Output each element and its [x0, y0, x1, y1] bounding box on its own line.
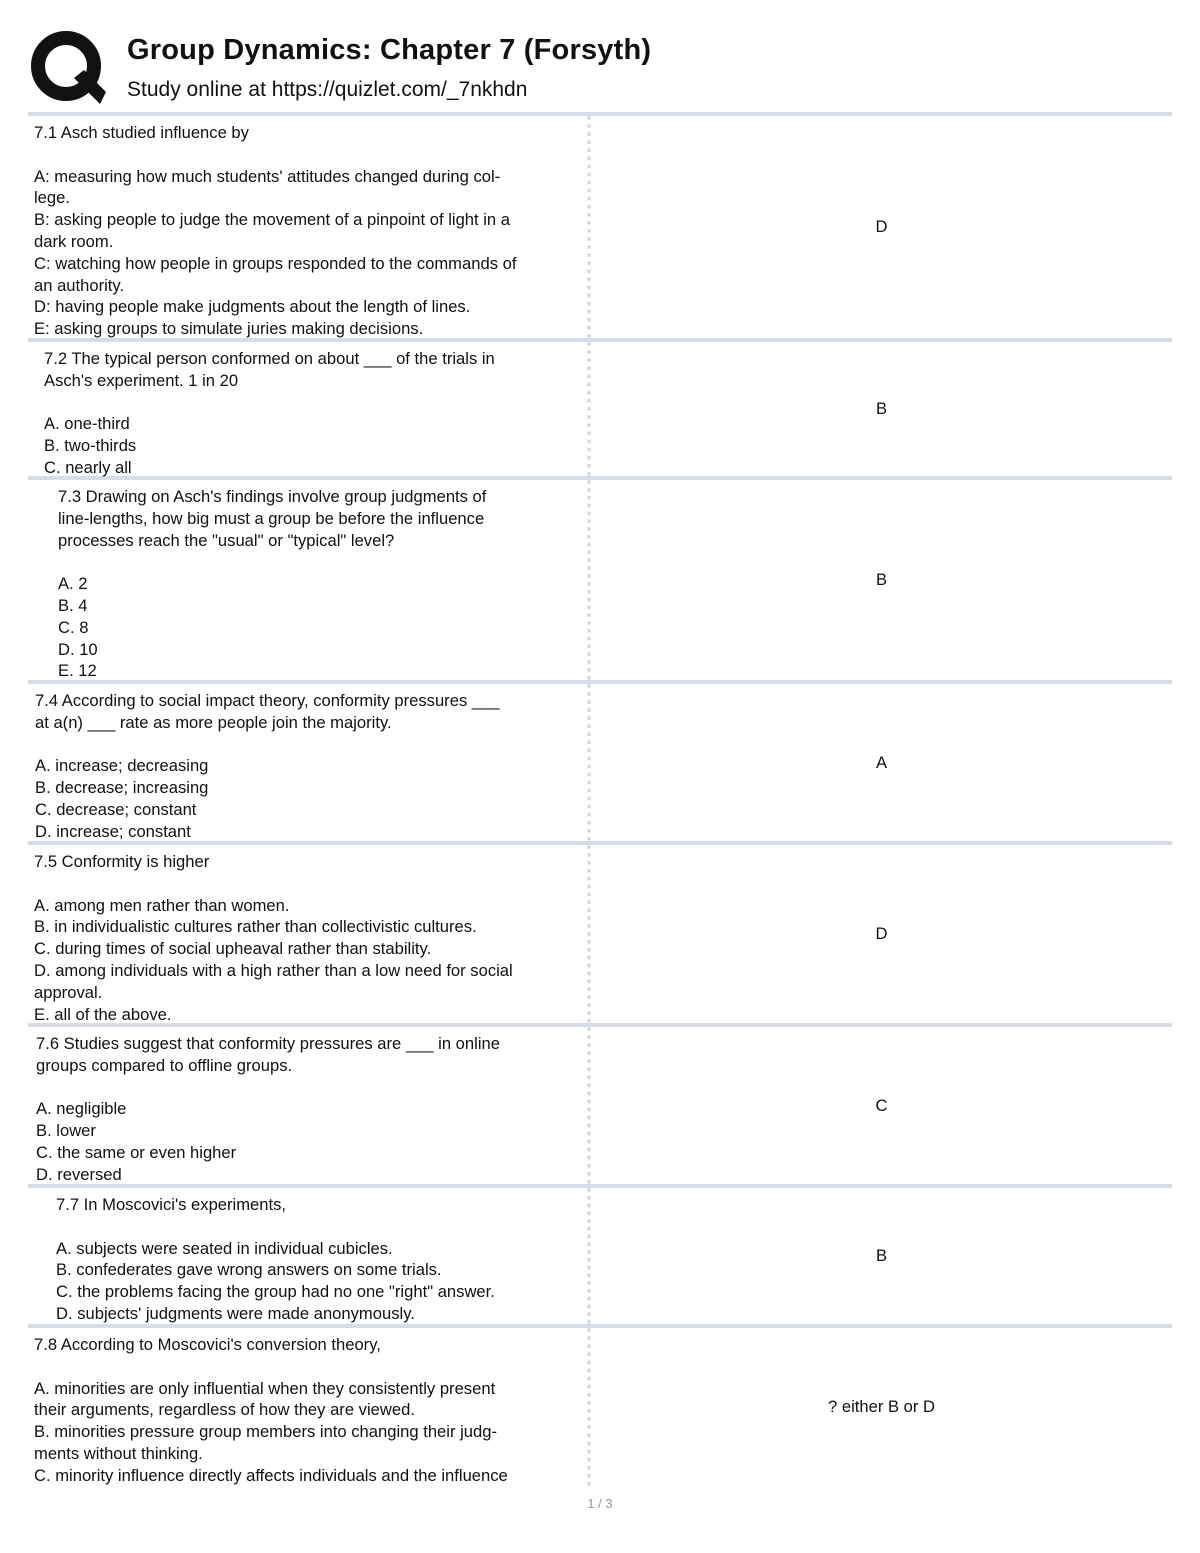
flashcard-row — [28, 338, 1172, 476]
flashcard-row — [28, 1023, 1172, 1184]
card-answer: D — [875, 217, 888, 236]
card-answer: B — [875, 570, 888, 589]
card-question: 7.5 Conformity is higher A. among men rather than women. B. in individualistic cultures rather than collectivistic cultures. C. during times of social upheaval rather than stability. D. among individuals with a high rather than a low need for social approval. E. all of the above. — [28, 845, 591, 1023]
flashcard-row — [28, 680, 1172, 841]
card-answer: B — [875, 399, 888, 418]
flashcard-row — [28, 476, 1172, 680]
card-question: 7.6 Studies suggest that conformity pressures are ___ in online groups compared to offline groups. A. negligible B. lower C. the same or even higher D. reversed — [28, 1027, 591, 1184]
card-question: 7.8 According to Moscovici's conversion theory, A. minorities are only influential when they consistently present their arguments, regardless of how they are viewed. B. minorities pressure group members into changing their judg- ments without thinking. C. minority influence directly affects individuals and the influence — [28, 1328, 591, 1486]
card-question: 7.1 Asch studied influence by A: measuring how much students' attitudes changed during col- lege. B: asking people to judge the movement of a pinpoint of light in a dark room. C: watching how people in groups responded to the commands of an authority. D: having people make judgments about the length of lines. E: asking groups to simulate juries making decisions. — [28, 116, 591, 338]
card-question: 7.7 In Moscovici's experiments, A. subjects were seated in individual cubicles. B. confederates gave wrong answers on some trials. C. the problems facing the group had no one "right" answer. D. subjects' judgments were made anonymously. — [28, 1188, 591, 1324]
page-header — [30, 30, 1180, 110]
card-answer: D — [875, 924, 888, 943]
card-question: 7.3 Drawing on Asch's findings involve group judgments of line-lengths, how big must a group be before the influence processes reach the "usual" or "typical" level? A. 2 B. 4 C. 8 D. 10 E. 12 — [28, 480, 591, 680]
card-question: 7.4 According to social impact theory, conformity pressures ___ at a(n) ___ rate as more people join the majority. A. increase; decreasing B. decrease; increasing C. decrease; constant D. increase; constant — [28, 684, 591, 841]
page-subtitle: Study online at https://quizlet.com/_7nkhdn — [127, 78, 528, 101]
card-question: 7.2 The typical person conformed on about ___ of the trials in Asch's experiment. 1 in 20 A. one-third B. two-thirds C. nearly all — [28, 342, 591, 476]
page-title: Group Dynamics: Chapter 7 (Forsyth) — [127, 34, 652, 66]
card-answer: B — [875, 1246, 888, 1265]
flashcard-row — [28, 112, 1172, 338]
card-answer: ? either B or D — [828, 1397, 935, 1416]
flashcard-row — [28, 1324, 1172, 1486]
card-answer: C — [875, 1095, 888, 1115]
card-answer: A — [875, 752, 888, 772]
flashcard-row — [28, 1184, 1172, 1324]
quizlet-logo-icon — [30, 30, 106, 106]
flashcard-list — [28, 112, 1172, 1486]
flashcard-row — [28, 841, 1172, 1023]
page-number: 1 / 3 — [587, 1496, 613, 1511]
